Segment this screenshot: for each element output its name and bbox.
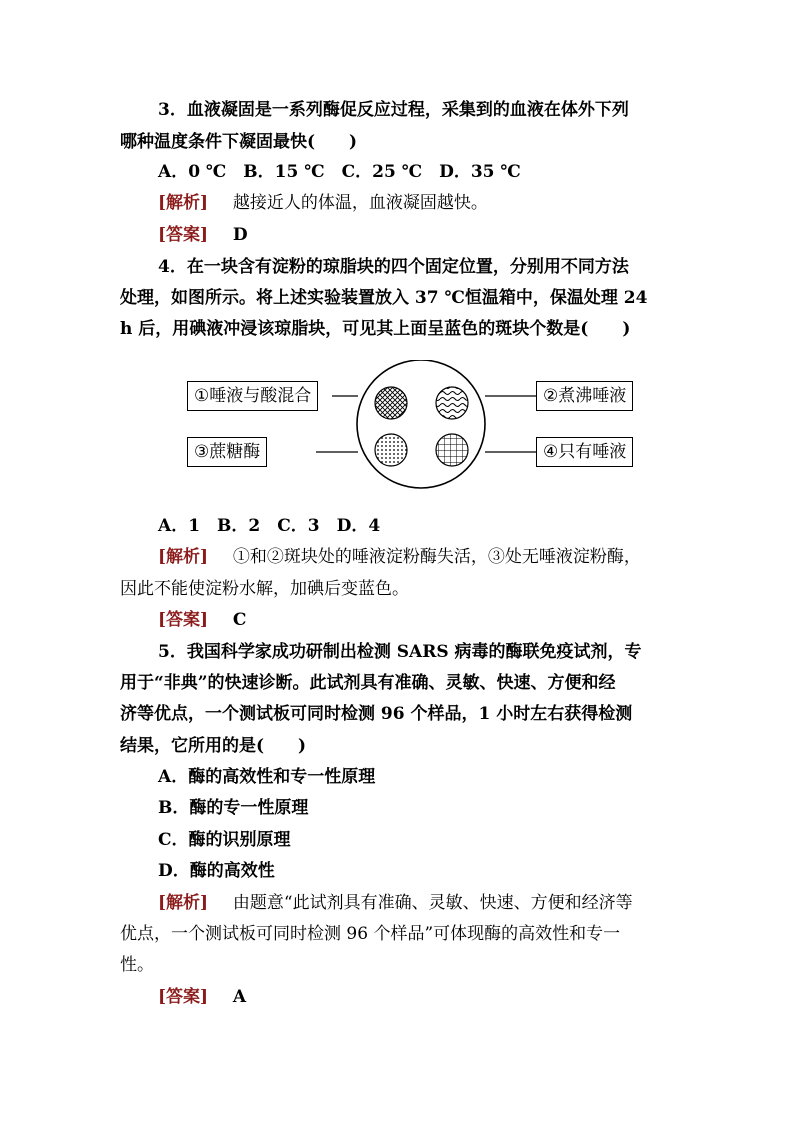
answer-tag: [答案] bbox=[158, 610, 209, 630]
q5-stem-line3: 济等优点，一个测试板可同时检测 96 个样品，1 小时左右获得检测 bbox=[120, 704, 633, 724]
analysis-text: 由题意“此试剂具有准确、灵敏、快速、方便和经济等 bbox=[232, 893, 633, 913]
q4-analysis-line1 bbox=[158, 545, 641, 569]
diagram-label-1: ①唾液与酸混合 bbox=[187, 381, 318, 411]
q4-options: A．1 B．2 C．3 D．4 bbox=[158, 516, 381, 536]
q5-answer bbox=[158, 985, 246, 1009]
q4-analysis-line2: 因此不能使淀粉水解，加碘后变蓝色。 bbox=[120, 579, 409, 599]
agar-block bbox=[357, 360, 485, 488]
q4-stem-line2: 处理，如图所示。将上述实验装置放入 37 ℃恒温箱中，保温处理 24 bbox=[120, 288, 648, 308]
diagram-label-3: ③蔗糖酶 bbox=[187, 437, 267, 467]
q3-analysis bbox=[158, 191, 488, 215]
q5-stem-line2: 用于“非典”的快速诊断。此试剂具有准确、灵敏、快速、方便和经 bbox=[120, 673, 616, 693]
answer-value: A bbox=[232, 987, 247, 1007]
q4-stem-line1: 4．在一块含有淀粉的琼脂块的四个固定位置，分别用不同方法 bbox=[158, 257, 629, 277]
answer-tag: [答案] bbox=[158, 987, 209, 1007]
analysis-text: 越接近人的体温，血液凝固越快。 bbox=[232, 193, 488, 213]
q5-analysis-line2: 优点，一个测试板可同时检测 96 个样品”可体现酶的高效性和专一 bbox=[120, 924, 621, 944]
q4-answer bbox=[158, 608, 246, 632]
analysis-text: ①和②斑块处的唾液淀粉酶失活，③处无唾液淀粉酶， bbox=[232, 547, 641, 567]
answer-value: C bbox=[232, 610, 247, 630]
q4-stem-line3: h 后，用碘液冲浸该琼脂块，可见其上面呈蓝色的斑块个数是( ) bbox=[120, 319, 631, 339]
analysis-tag: [解析] bbox=[158, 547, 209, 567]
q5-analysis-line1 bbox=[158, 891, 633, 915]
analysis-tag: [解析] bbox=[158, 193, 209, 213]
spot-4-saliva-only bbox=[436, 434, 468, 466]
answer-value: D bbox=[232, 225, 248, 245]
analysis-tag: [解析] bbox=[158, 893, 209, 913]
q5-option-c: C．酶的识别原理 bbox=[158, 830, 291, 850]
diagram-label-4: ④只有唾液 bbox=[536, 437, 633, 467]
q3-options: A．0 ℃ B．15 ℃ C．25 ℃ D．35 ℃ bbox=[158, 162, 521, 182]
spot-3-sucrase bbox=[375, 434, 407, 466]
q5-option-d: D．酶的高效性 bbox=[158, 861, 275, 881]
q3-answer bbox=[158, 223, 248, 247]
q5-option-a: A．酶的高效性和专一性原理 bbox=[158, 767, 376, 787]
q5-analysis-line3: 性。 bbox=[120, 955, 154, 975]
spot-2-boiled-saliva bbox=[436, 387, 468, 419]
q5-option-b: B．酶的专一性原理 bbox=[158, 798, 309, 818]
agar-block-diagram bbox=[180, 360, 650, 490]
diagram-label-2: ②煮沸唾液 bbox=[536, 381, 633, 411]
q5-stem-line4: 结果，它所用的是( ) bbox=[120, 736, 307, 756]
diagram-svg bbox=[180, 360, 650, 490]
q3-stem-line2: 哪种温度条件下凝固最快( ) bbox=[120, 132, 358, 152]
q3-stem-line1: 3．血液凝固是一系列酶促反应过程，采集到的血液在体外下列 bbox=[158, 100, 629, 120]
spot-1-acid-saliva bbox=[375, 387, 407, 419]
answer-tag: [答案] bbox=[158, 225, 209, 245]
q5-stem-line1: 5．我国科学家成功研制出检测 SARS 病毒的酶联免疫试剂，专 bbox=[158, 642, 642, 662]
